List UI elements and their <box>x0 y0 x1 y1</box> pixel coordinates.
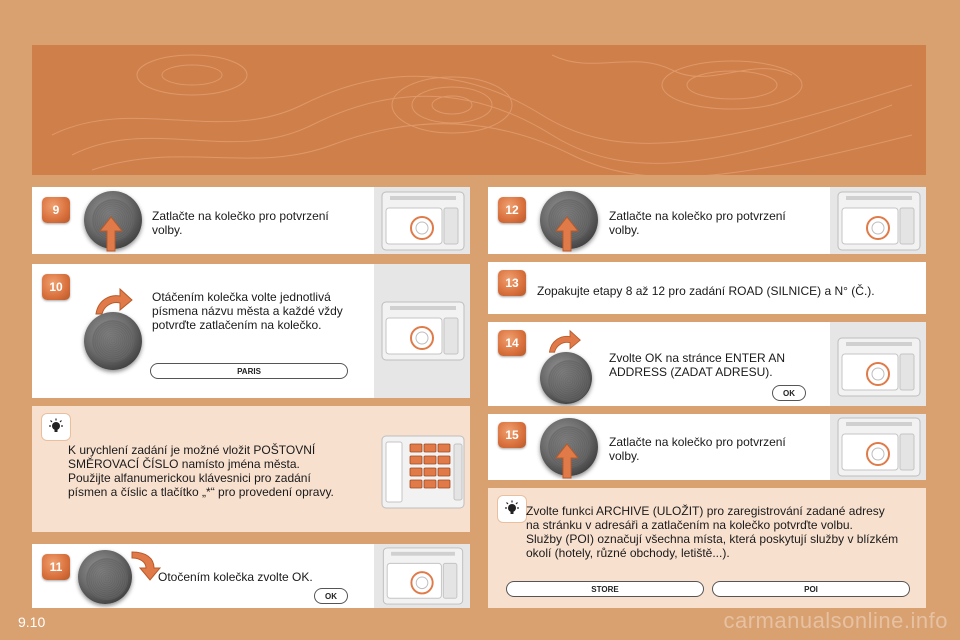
lightbulb-icon <box>503 500 521 518</box>
rotate-arrow-icon <box>546 328 582 354</box>
watermark: carmanualsonline.info <box>723 608 948 633</box>
header-banner <box>32 45 926 175</box>
ok-button[interactable]: OK <box>772 385 806 401</box>
step-card-10 <box>32 264 470 398</box>
rotary-knob <box>84 312 142 370</box>
step-text: Zatlačte na kolečko pro potvrzení volby. <box>152 209 329 237</box>
step-text: Otočením kolečka zvolte OK. <box>158 570 313 584</box>
step-card-9 <box>32 187 470 254</box>
push-arrow-icon <box>98 215 124 253</box>
lightbulb-icon <box>47 418 65 436</box>
rotary-knob <box>78 550 132 604</box>
radio-unit-illustration <box>380 190 466 252</box>
step-number-badge: 12 <box>498 197 526 223</box>
radio-unit-illustration <box>380 300 466 362</box>
poi-button[interactable]: POI <box>712 581 910 597</box>
tip-card-postcode <box>32 406 470 532</box>
radio-unit-illustration <box>836 190 922 252</box>
lightbulb-icon <box>498 496 526 522</box>
step-text: Zatlačte na kolečko pro potvrzení volby. <box>609 209 786 237</box>
push-arrow-icon <box>554 215 580 253</box>
step-card-14 <box>488 322 926 406</box>
keypad-illustration <box>380 434 466 510</box>
topographic-pattern <box>32 45 926 175</box>
step-number-badge: 13 <box>498 270 526 296</box>
step-text: Zvolte OK na stránce ENTER AN ADDRESS (ZADAT ADRESU). <box>609 351 786 379</box>
radio-unit-illustration <box>836 416 922 478</box>
paris-button[interactable]: PARIS <box>150 363 348 379</box>
tip-card-archive <box>488 488 926 608</box>
step-number-badge: 15 <box>498 422 526 448</box>
tip-text: Zvolte funkci ARCHIVE (ULOŽIT) pro zaregistrování zadané adresy na stránku v adresáři a zatlačením na kolečko potvrďte volbu. Služby (POI) označují všechna místa, která poskytují služby v blízkém okolí (hotely, různé obchody, letiště...). <box>526 504 899 560</box>
push-arrow-icon <box>554 442 580 480</box>
lightbulb-icon <box>42 414 70 440</box>
radio-unit-illustration <box>836 336 922 398</box>
step-text: Zopakujte etapy 8 až 12 pro zadání ROAD (SILNICE) a N° (Č.). <box>537 284 875 298</box>
radio-unit-illustration <box>380 546 466 606</box>
rotary-knob <box>540 352 592 404</box>
step-card-11 <box>32 544 470 608</box>
step-card-13 <box>488 262 926 314</box>
step-card-12 <box>488 187 926 254</box>
store-button[interactable]: STORE <box>506 581 704 597</box>
tip-text: K urychlení zadání je možné vložit POŠTOVNÍ SMĚROVACÍ ČÍSLO namísto jména města. Použijte alfanumerickou klávesnici pro zadání písmen a číslic a tlačítko „*“ pro provedení opravy. <box>68 443 334 499</box>
step-number-badge: 10 <box>42 274 70 300</box>
ok-button[interactable]: OK <box>314 588 348 604</box>
step-text: Zatlačte na kolečko pro potvrzení volby. <box>609 435 786 463</box>
page-number: 9.10 <box>18 614 46 630</box>
step-number-badge: 11 <box>42 554 70 580</box>
step-number-badge: 14 <box>498 330 526 356</box>
step-text: Otáčením kolečka volte jednotlivá písmena názvu města a každé vždy potvrďte zatlačením na kolečko. <box>152 290 343 332</box>
step-number-badge: 9 <box>42 197 70 223</box>
step-card-15 <box>488 414 926 480</box>
